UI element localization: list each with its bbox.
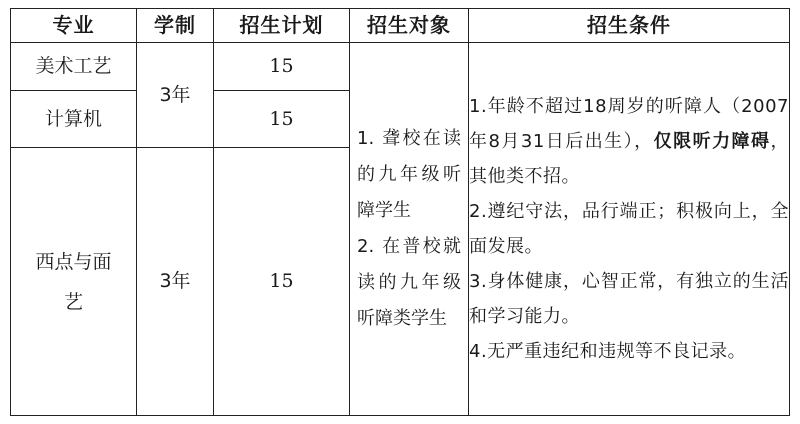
target-cell <box>350 43 469 416</box>
header-duration: 学制 <box>137 9 214 43</box>
major-cell: 计算机 <box>11 91 137 148</box>
table-row <box>11 43 790 91</box>
quota-cell: 15 <box>214 43 350 91</box>
condition-2: 2.遵纪守法，品行端正；积极向上，全面发展。 <box>469 201 789 257</box>
major-cell: 美术工艺 <box>11 43 137 91</box>
duration-cell: 3年 <box>137 148 214 416</box>
duration-cell: 3年 <box>137 43 214 148</box>
condition-1-text: 1.年龄不超过18周岁的听障人（2007年8月31日后出生）， <box>469 96 789 152</box>
conditions-cell <box>469 43 790 416</box>
quota-cell: 15 <box>214 148 350 416</box>
header-major: 专业 <box>11 9 137 43</box>
major-cell <box>11 148 137 416</box>
quota-cell: 15 <box>214 91 350 148</box>
condition-4: 4.无严重违纪和违规等不良记录。 <box>469 341 747 362</box>
header-conditions: 招生条件 <box>469 9 790 43</box>
condition-1-tail: ，其他类不招。 <box>469 131 790 187</box>
enrollment-table <box>10 8 790 416</box>
header-row <box>11 9 790 43</box>
header-quota: 招生计划 <box>214 9 350 43</box>
major-label: 西点与面艺 <box>35 250 112 313</box>
target-item-1: 1. 聋校在读的九年级听障学生 <box>357 128 461 221</box>
target-item-2: 2. 在普校就读的九年级听障类学生 <box>357 236 461 329</box>
condition-1 <box>469 89 789 194</box>
condition-1-emphasis: 仅限听力障碍 <box>653 131 771 152</box>
condition-3: 3.身体健康，心智正常，有独立的生活和学习能力。 <box>469 271 789 327</box>
header-target: 招生对象 <box>350 9 469 43</box>
